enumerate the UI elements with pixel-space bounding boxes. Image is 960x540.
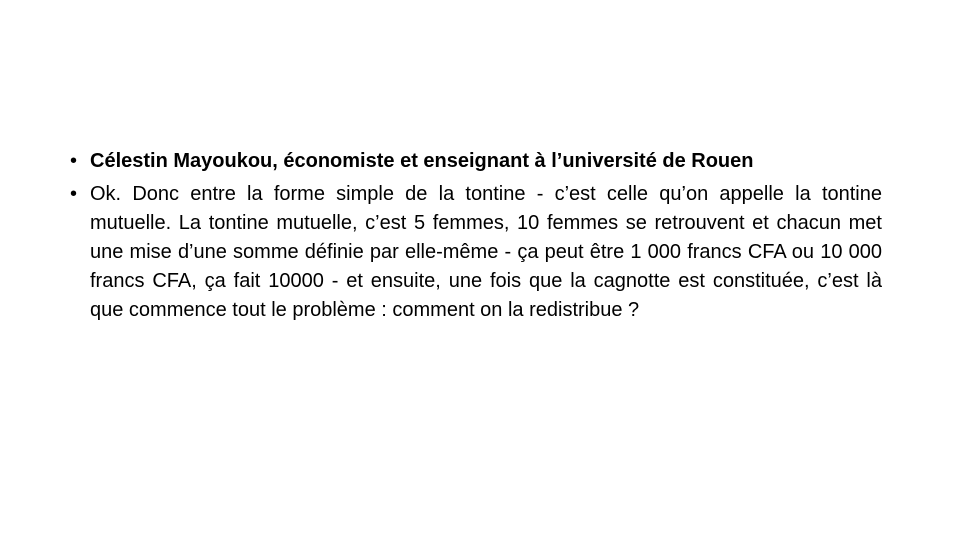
quote-text: Ok. Donc entre la forme simple de la tontine - c’est celle qu’on appelle la tontine mutuelle. La tontine mutuelle, c’est 5 femmes, 10 femmes se retrouvent et chacun met une mise d’une somme définie par elle-même - ça peut être 1 000 francs CFA ou 10 000 francs CFA, ça fait 10000 - et ensuite, une fois que la cagnotte est constituée, c’est là que commence tout le problème : comment on la redistribue ? xyxy=(90,183,882,321)
slide-content xyxy=(70,147,882,325)
bullet-item-speaker xyxy=(70,147,882,176)
bullet-marker: • xyxy=(70,183,78,205)
speaker-attribution: Célestin Mayoukou, économiste et enseignant à l’université de Rouen xyxy=(90,150,754,172)
bullet-item-quote xyxy=(70,180,882,325)
bullet-list xyxy=(70,147,882,325)
bullet-marker: • xyxy=(70,150,78,172)
